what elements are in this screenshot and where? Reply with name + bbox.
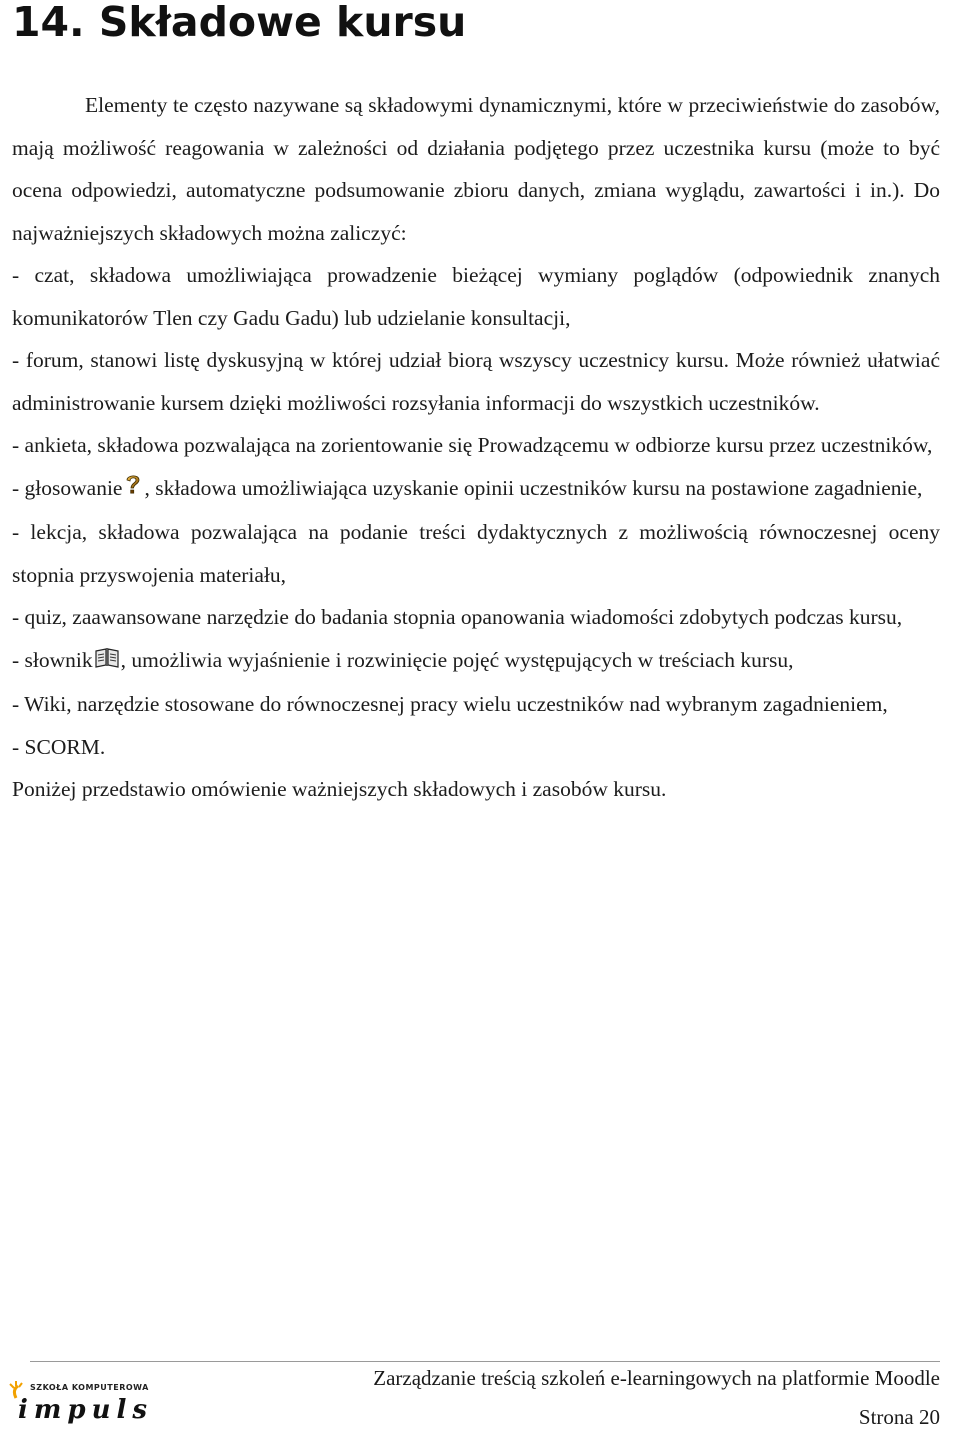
list-item-wiki: - Wiki, narzędzie stosowane do równoczesnej pracy wielu uczestników nad wybranym zagadnieniem,: [12, 692, 888, 716]
footer-course-title: Zarządzanie treścią szkoleń e-learningowych na platformie Moodle: [373, 1366, 940, 1390]
question-mark-icon: [123, 469, 143, 512]
list-item-forum: - forum, stanowi listę dyskusyjną w której udział biorą wszyscy uczestnicy kursu. Może również ułatwiać administrowanie kursem dzięki możliwości rozsyłania informacji do wszystkich uczestników.: [12, 348, 940, 415]
glosowanie-description: , składowa umożliwiająca uzyskanie opinii uczestników kursu na postawione zagadnienie,: [144, 475, 923, 500]
list-item-quiz: - quiz, zaawansowane narzędzie do badania stopnia opanowania wiadomości zdobytych podczas kursu,: [12, 605, 903, 629]
list-item-scorm: - SCORM.: [12, 734, 106, 759]
list-item-ankieta: - ankieta, składowa pozwalająca na zorientowanie się Prowadzącemu w odbiorze kursu przez uczestników,: [12, 433, 933, 457]
glosowanie-label: - głosowanie: [12, 475, 123, 500]
list-item-glosowanie: [12, 467, 940, 512]
impuls-logo: [8, 1378, 153, 1428]
page-number: Strona 20: [858, 1405, 940, 1429]
glossary-book-icon: [94, 641, 120, 684]
list-item-lekcja: - lekcja, składowa pozwalająca na podanie treści dydaktycznych z możliwością równoczesnej oceny stopnia przyswojenia materiału,: [12, 520, 940, 587]
slownik-label: - słownik: [12, 647, 93, 672]
body-text: [12, 84, 940, 811]
logo-school-label: SZKOŁA KOMPUTEROWA: [30, 1383, 149, 1392]
closing-paragraph: Poniżej przedstawio omówienie ważniejszych składowych i zasobów kursu.: [12, 777, 667, 801]
logo-brand-name: impuls: [18, 1395, 153, 1425]
section-heading: 14. Składowe kursu: [12, 0, 467, 46]
list-item-slownik: [12, 639, 940, 684]
footer-divider: [30, 1361, 940, 1362]
slownik-description: , umożliwia wyjaśnienie i rozwinięcie pojęć występujących w treściach kursu,: [120, 647, 794, 672]
list-item-czat: - czat, składowa umożliwiająca prowadzenie bieżącej wymiany poglądów (odpowiednik znanych komunikatorów Tlen czy Gadu Gadu) lub udzielanie konsultacji,: [12, 263, 940, 330]
intro-paragraph: Elementy te często nazywane są składowymi dynamicznymi, które w przeciwieństwie do zasobów, mają możliwość reagowania w zależności od działania podjętego przez uczestnika kursu (może to być ocena odpowiedzi, automatyczne podsumowanie zbioru danych, zmiana wyglądu, zawartości i in.). Do najważniejszych składowych można zaliczyć:: [12, 93, 940, 245]
